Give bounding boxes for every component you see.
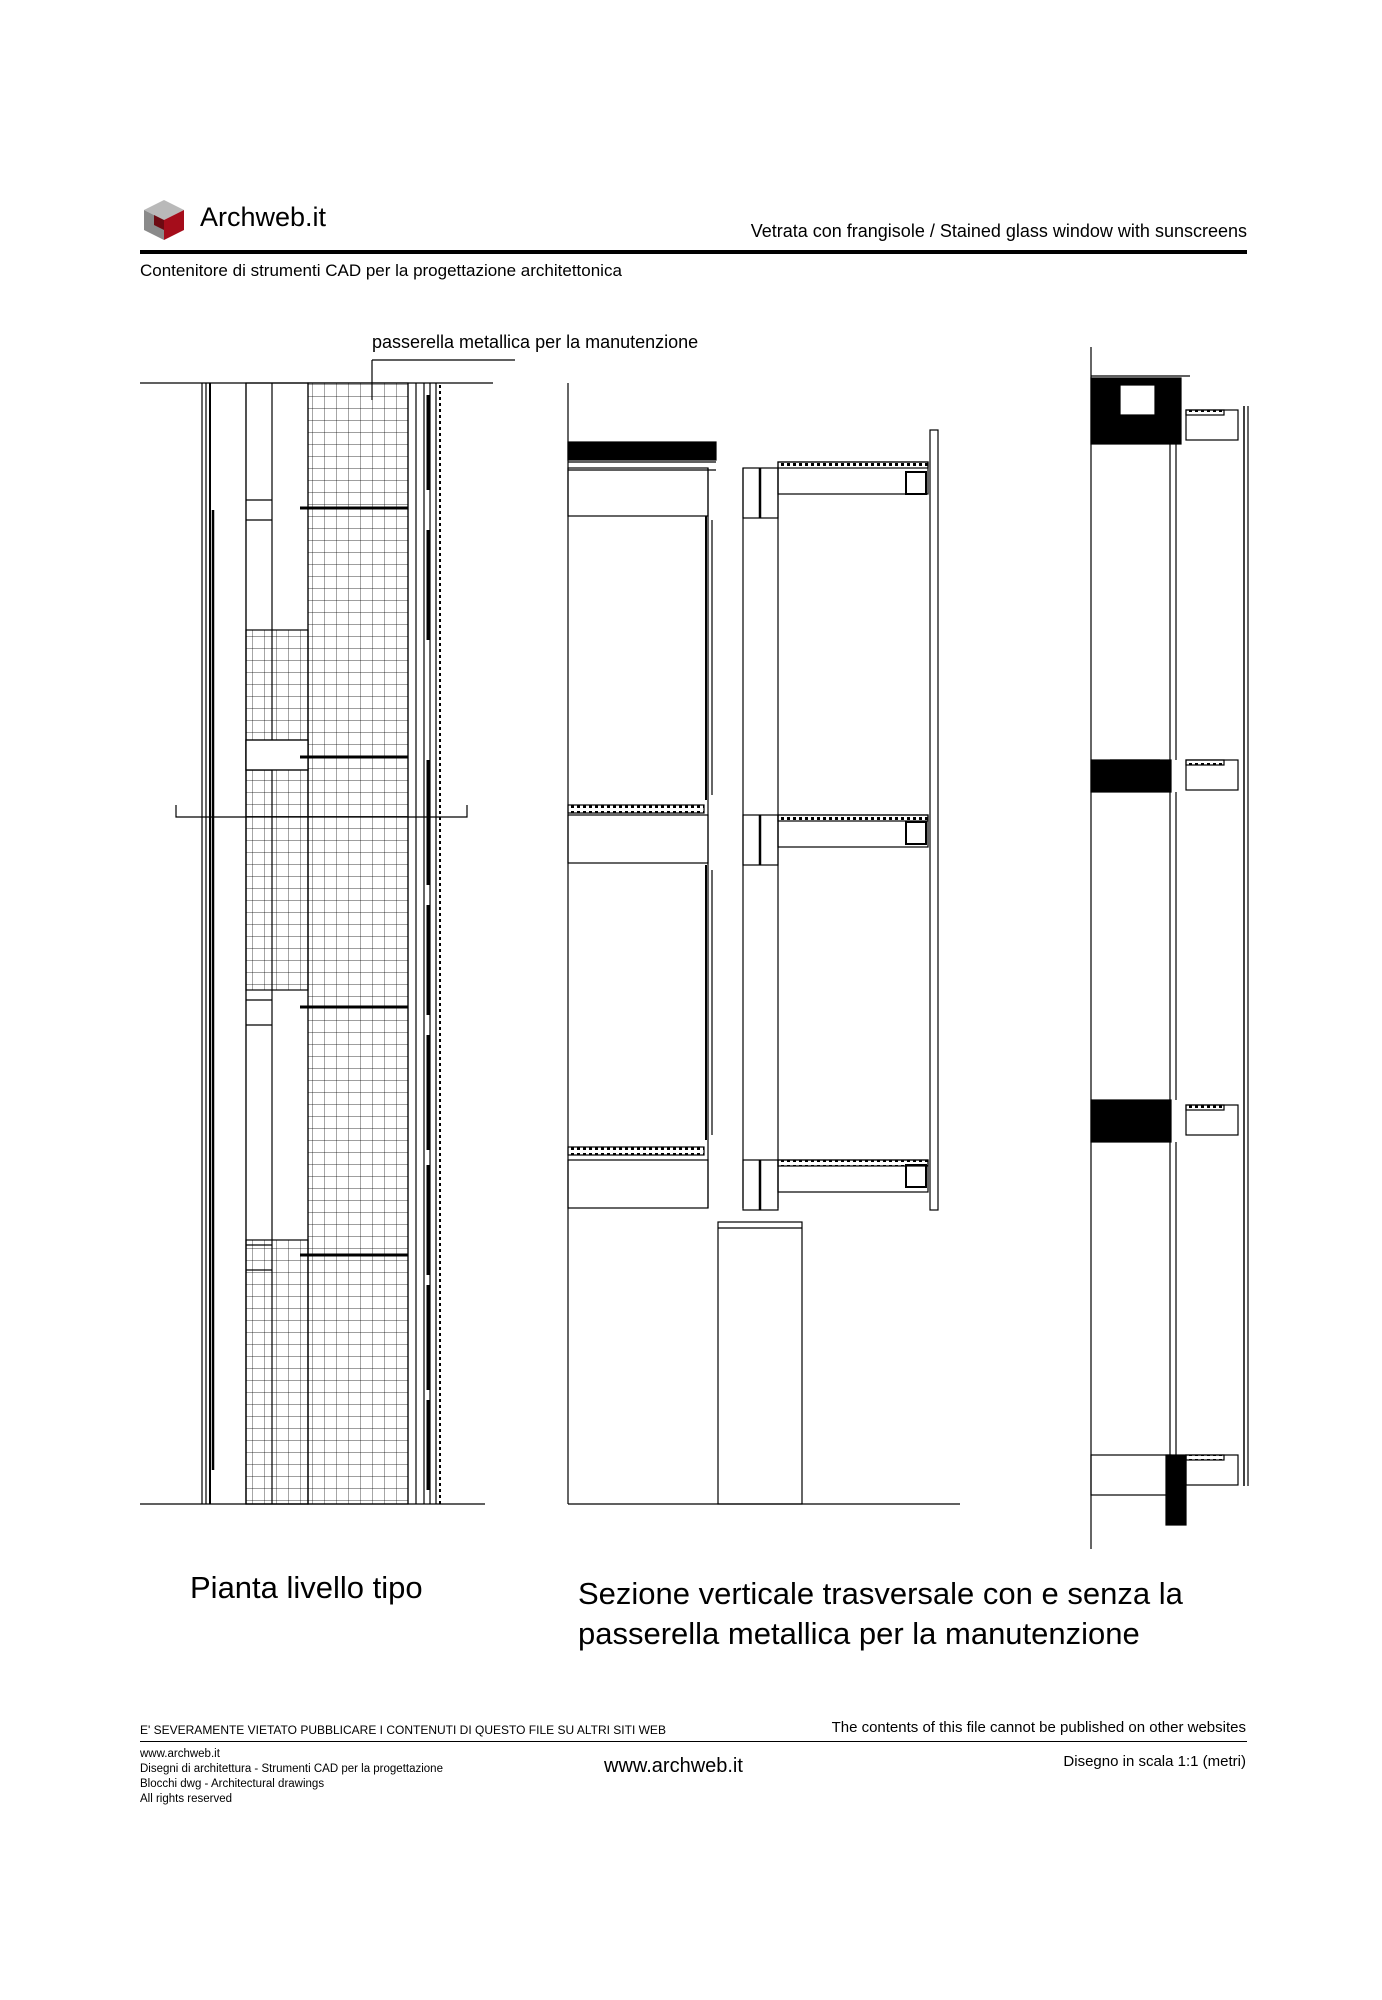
footer-credits — [140, 1747, 443, 1807]
plan-caption: Pianta livello tipo — [190, 1570, 423, 1605]
footer-credit-line: All rights reserved — [140, 1793, 233, 1805]
scale-note: Disegno in scala 1:1 (metri) — [1063, 1753, 1246, 1770]
section-without-walkway — [1091, 347, 1248, 1549]
section-with-walkway — [568, 383, 960, 1504]
footer-url-link[interactable]: www.archweb.it — [604, 1755, 743, 1777]
walkway-annotation: passerella metallica per la manutenzione — [372, 332, 699, 352]
footer-credit-line: Disegni di architettura - Strumenti CAD per la progettazione — [140, 1763, 443, 1775]
warning-italian: E' SEVERAMENTE VIETATO PUBBLICARE I CONTENUTI DI QUESTO FILE SU ALTRI SITI WEB — [140, 1723, 666, 1737]
logo-text: Archweb.it — [200, 202, 327, 232]
footer-credit-line: www.archweb.it — [140, 1748, 220, 1760]
footer-credit-line: Blocchi dwg - Architectural drawings — [140, 1778, 325, 1790]
section-caption — [578, 1574, 1298, 1654]
drawing-title: Vetrata con frangisole / Stained glass window with sunscreens — [750, 221, 1247, 241]
section-caption-line2: passerella metallica per la manutenzione — [578, 1616, 1140, 1651]
warning-english: The contents of this file cannot be published on other websites — [831, 1719, 1246, 1736]
plan-drawing — [140, 360, 515, 1504]
section-caption-line1: Sezione verticale trasversale con e senza la — [578, 1576, 1183, 1611]
footer-divider — [140, 1741, 1247, 1742]
header-subtitle: Contenitore di strumenti CAD per la progettazione architettonica — [140, 261, 622, 280]
